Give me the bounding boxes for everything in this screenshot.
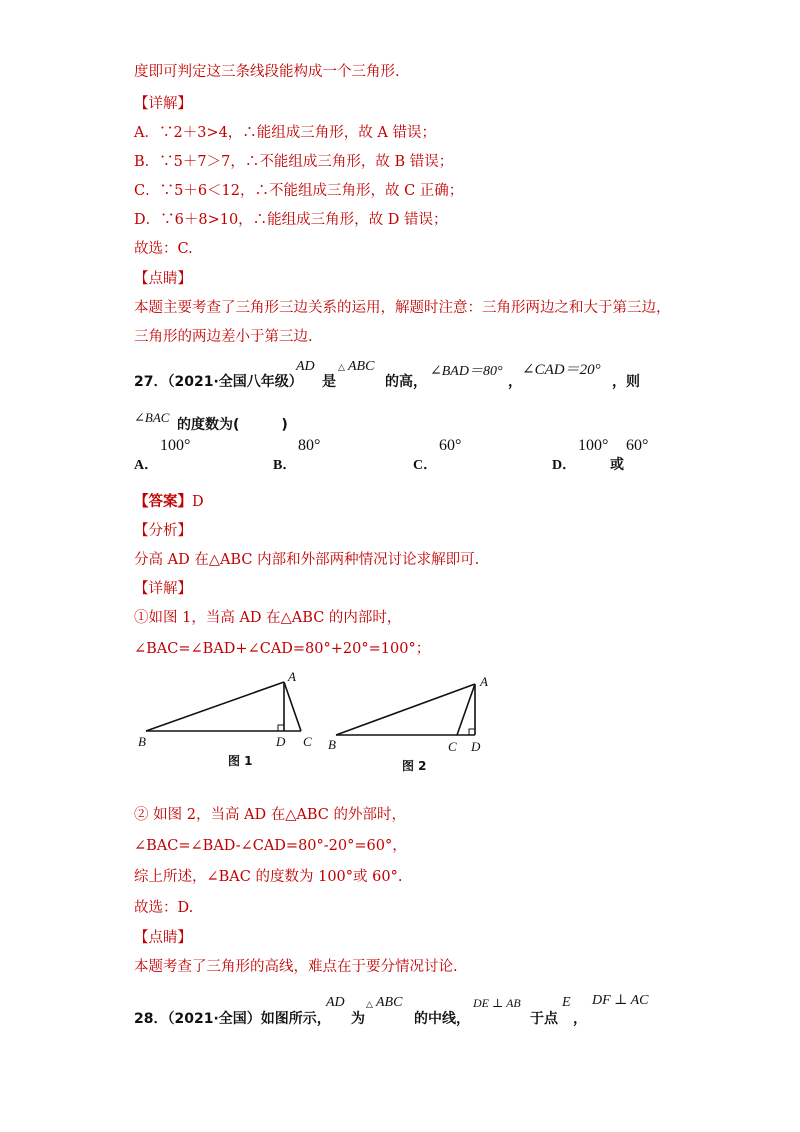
- q26-line-b: B．∵5＋7＞7，∴不能组成三角形，故 B 错误；: [134, 154, 454, 170]
- fig2-side-ac: [457, 684, 475, 735]
- fig1-label-a: A: [288, 669, 296, 684]
- fig1-label-b: B: [138, 734, 146, 749]
- q27-option-a-label: A．: [134, 458, 159, 473]
- q27-comma: ，: [508, 374, 522, 390]
- q27-degree-is: 的度数为( ): [177, 417, 288, 433]
- q27-answer: [134, 493, 204, 511]
- q26-line-c: C．∵5＋6＜12，∴不能组成三角形，故 C 正确；: [134, 183, 464, 199]
- q26-choose: 故选：C.: [134, 241, 193, 257]
- q27-option-c-value: 60°: [439, 437, 462, 454]
- q26-detail-label: 【详解】: [134, 96, 192, 112]
- q27-option-d-label: D．: [552, 458, 577, 473]
- q26-line-a: A．∵2＋3>4，∴能组成三角形，故 A 错误；: [134, 125, 436, 141]
- figure-1-diagram: [134, 668, 324, 758]
- fig1-side-ac: [284, 682, 301, 731]
- q26-comment-label: 【点睛】: [134, 271, 192, 287]
- q27-angle-bad: ∠BAD＝80°: [430, 364, 503, 379]
- q27-number: 27．（2021·全国八年级）: [134, 374, 303, 390]
- q26-line-d: D．∵6＋8>10，∴能组成三角形，故 D 错误；: [134, 212, 448, 228]
- q27-height-of: 的高，: [385, 374, 427, 390]
- q27-option-d-value: 100°: [578, 437, 609, 454]
- fig2-label-b: B: [328, 737, 336, 752]
- q27-option-a-value: 100°: [160, 437, 191, 454]
- q27-option-b-label: B．: [273, 458, 297, 473]
- q27-option-d-extra-value: 60°: [626, 437, 649, 454]
- top-line: 度即可判定这三条线段能构成一个三角形.: [134, 64, 400, 80]
- figure-2-caption: 图 2: [402, 759, 427, 773]
- q28-number: 28．（2021·全国）如图所示，: [134, 1011, 331, 1027]
- fig1-label-d: D: [276, 734, 286, 749]
- q28-is: 为: [351, 1011, 365, 1027]
- q27-choose: 故选：D.: [134, 900, 194, 916]
- fig2-label-a: A: [480, 674, 488, 689]
- fig1-side-ba: [146, 682, 284, 731]
- q27-answer-label: 【答案】: [134, 493, 192, 510]
- q28-triangle-symbol: △: [366, 999, 373, 1009]
- q27-case2: ② 如图 2，当高 AD 在△ABC 的外部时，: [134, 807, 407, 823]
- q28-ad: AD: [326, 995, 345, 1010]
- q27-ad: AD: [296, 359, 315, 374]
- q27-angle-bac: ∠BAC: [134, 410, 170, 425]
- q27-detail-label: 【详解】: [134, 581, 192, 597]
- q27-triangle-symbol: △: [338, 362, 345, 372]
- q28-at-point: 于点: [530, 1011, 558, 1027]
- q27-option-d-or: 或: [610, 457, 624, 473]
- fig2-right-angle-mark: [469, 729, 475, 735]
- figure-1-caption: 图 1: [228, 754, 253, 768]
- fig1-right-angle-mark: [278, 725, 284, 731]
- q27-then: ，则: [612, 374, 640, 390]
- q27-analysis: 分高 AD 在△ABC 内部和外部两种情况讨论求解即可.: [134, 552, 480, 568]
- q27-angle-cad: ∠CAD＝20°: [522, 362, 601, 378]
- fig1-label-c: C: [303, 734, 312, 749]
- fig2-label-c: C: [448, 739, 457, 754]
- q28-abc: ABC: [376, 995, 403, 1010]
- q27-answer-value: D: [192, 494, 204, 510]
- q27-option-c-label: C．: [413, 458, 438, 473]
- fig2-side-ba: [336, 684, 475, 735]
- q28-point-e: E: [562, 995, 571, 1010]
- q27-comment-label: 【点睛】: [134, 930, 192, 946]
- q27-analysis-label: 【分析】: [134, 523, 192, 539]
- q26-comment-line-1: 本题主要考查了三角形三边关系的运用，解题时注意：三角形两边之和大于第三边，: [134, 300, 671, 316]
- q28-de-perp-ab: DE ⊥ AB: [473, 996, 521, 1010]
- q27-summary: 综上所述，∠BAC 的度数为 100°或 60°.: [134, 869, 403, 885]
- q26-comment-line-2: 三角形的两边差小于第三边.: [134, 329, 313, 345]
- q27-comment: 本题考查了三角形的高线，难点在于要分情况讨论.: [134, 959, 458, 975]
- q27-case2-eq: ∠BAC=∠BAD-∠CAD=80°-20°=60°，: [134, 838, 407, 854]
- q28-median: 的中线，: [414, 1011, 470, 1027]
- q27-option-b-value: 80°: [298, 437, 321, 454]
- q27-abc: ABC: [348, 359, 375, 374]
- q27-case1: ①如图 1，当高 AD 在△ABC 的内部时，: [134, 610, 402, 626]
- q27-is: 是: [322, 374, 336, 390]
- q28-df-perp-ac: DF ⊥ AC: [592, 993, 649, 1008]
- q27-case1-eq: ∠BAC=∠BAD+∠CAD=80°+20°=100°；: [134, 641, 431, 657]
- figure-2-diagram: [324, 672, 514, 762]
- fig2-label-d: D: [471, 739, 481, 754]
- q28-comma: ，: [573, 1011, 587, 1027]
